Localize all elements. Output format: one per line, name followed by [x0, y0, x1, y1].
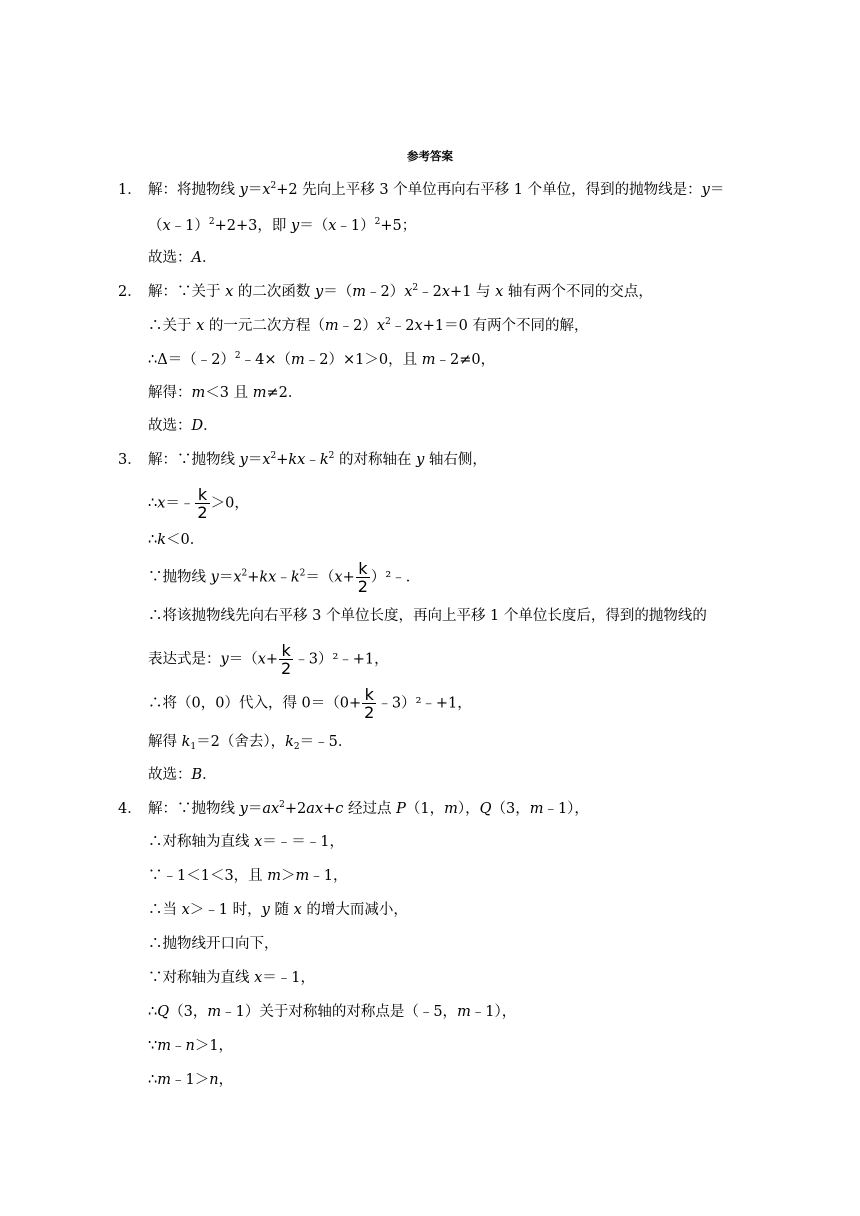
q2-line-5: 故选：D．: [148, 418, 218, 434]
page-title: 参考答案: [407, 149, 453, 163]
q4-line-5: ∴抛物线开口向下，: [148, 936, 279, 952]
q4-line-9: ∴m﹣1＞n，: [148, 1072, 234, 1088]
q1-line-2: （x﹣1）$^2$+2+3，即 y＝（x﹣1）$^2$+5；: [148, 217, 417, 234]
q2-line-1: 2． 解：∵关于 x 的二次函数 $y=(m﹣2)x^2﹣2x+1$ 与 x 轴有两个不同的交点，: [118, 283, 653, 300]
q4-number: 4．: [118, 801, 142, 817]
q4-line-4: ∴当 x＞﹣1 时，y 随 x 的增大而减小，: [148, 902, 408, 918]
q4-line-7: ∴Q（3，m﹣1）关于对称轴的对称点是（﹣5，m﹣1），: [148, 1004, 517, 1020]
fraction-k-over-2: $\frac{k}{2}$: [197, 485, 208, 522]
q3-line-2: ∴x＝﹣ $\frac{k}{2}$ ＞0，: [148, 485, 249, 522]
q2-line-3: ∴Δ＝（﹣2）$^2$﹣4×（m﹣2）×1＞0，且 m﹣2≠0，: [148, 351, 496, 368]
q4-line-3: ∵﹣1＜1＜3，且 m＞m﹣1，: [148, 868, 348, 884]
fraction-k-over-2: $\frac{k}{2}$: [281, 641, 292, 678]
q4-line-6: ∵对称轴为直线 x＝﹣1，: [148, 970, 316, 986]
q4-line-1: 4． 解：∵抛物线 $y=ax^2+2ax+c$ 经过点 P（1，m），Q（3，m﹣1），: [118, 800, 589, 817]
q3-line-6: 表达式是：y＝（x+ $\frac{k}{2}$ ﹣3）²﹣+1，: [148, 641, 389, 678]
q1-number: 1．: [118, 182, 142, 198]
fraction-k-over-2: $\frac{k}{2}$: [364, 685, 375, 722]
q2-number: 2．: [118, 284, 142, 300]
q1-line-1: 1． 解：将抛物线 $y=x^2+2$ 先向上平移 3 个单位再向右平移 1 个单位，得到的抛物线是：y＝: [118, 181, 725, 198]
q2-line-2: ∴关于 x 的一元二次方程$(m﹣2)x^2﹣2x+1=0$ 有两个不同的解，: [148, 317, 589, 334]
q3-line-1: 3． 解：∵抛物线 $y=x^2+kx﹣k^2$ 的对称轴在 y 轴右侧，: [118, 451, 487, 468]
q4-line-2: ∴对称轴为直线 x＝﹣＝﹣1，: [148, 834, 345, 850]
q3-line-4: ∵抛物线 $y=x^2+kx﹣k^2=(x+$ $\frac{k}{2}$ ）²﹣．: [148, 559, 421, 596]
q4-line-8: ∵m﹣n＞1，: [148, 1038, 234, 1054]
fraction-k-over-2: $\frac{k}{2}$: [357, 559, 368, 596]
q2-line-4: 解得：m＜3 且 m≠2．: [148, 385, 303, 401]
q3-number: 3．: [118, 452, 142, 468]
q3-line-9: 故选：B．: [148, 767, 217, 783]
q3-line-3: ∴k＜0．: [148, 532, 205, 548]
q3-line-5: ∴将该抛物线先向右平移 3 个单位长度，再向上平移 1 个单位长度后，得到的抛物线的: [148, 608, 707, 624]
q3-line-8: 解得 $k_1=2$（舍去），$k_2=﹣5$．: [148, 734, 353, 752]
q1-line-3: 故选：A．: [148, 250, 217, 266]
q3-line-7: ∴将（0，0）代入，得 0＝（0+ $\frac{k}{2}$ ﹣3）²﹣+1，: [148, 685, 472, 722]
